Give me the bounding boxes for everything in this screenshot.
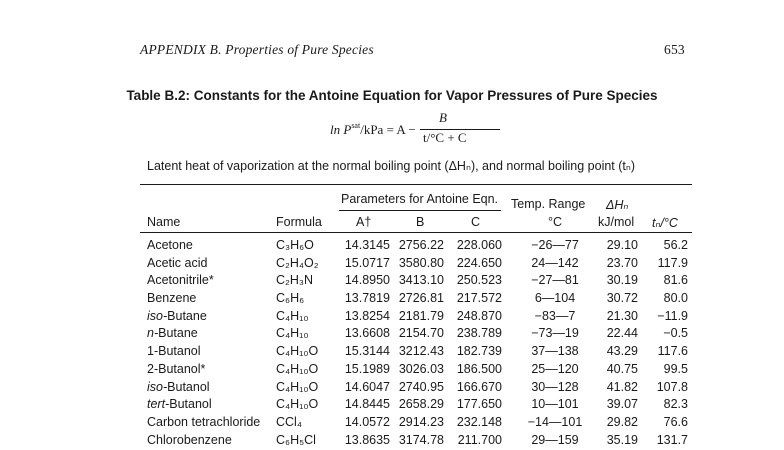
antoine-c-cell: 248.870 <box>456 308 502 323</box>
equation-numerator: B <box>439 110 447 125</box>
temp-range-cell: 30—128 <box>531 379 579 394</box>
heat-vaporization-cell: 35.19 <box>606 432 638 447</box>
table-header-rule <box>140 232 692 233</box>
temp-range-cell: 6—104 <box>534 291 576 306</box>
range-unit-header: °C <box>548 215 563 229</box>
antoine-b-cell: 2726.81 <box>398 291 444 306</box>
antoine-b-cell: 2740.95 <box>398 379 444 394</box>
antoine-a-cell: 14.3145 <box>344 238 390 252</box>
boiling-point-cell: 56.2 <box>663 238 688 252</box>
antoine-c-cell: 211.700 <box>457 432 502 447</box>
antoine-c-cell: 232.148 <box>456 414 502 429</box>
table-row <box>0 291 784 309</box>
temp-range-cell: 37—138 <box>531 344 579 359</box>
temp-range-cell: −83—7 <box>534 308 576 323</box>
temp-range-cell: 25—120 <box>531 361 579 376</box>
antoine-a-cell: 14.8950 <box>344 273 390 288</box>
antoine-b-cell: 2154.70 <box>398 326 444 341</box>
antoine-c-cell: 224.650 <box>456 255 502 270</box>
table-row <box>0 273 784 291</box>
dh-header: ΔHₙ <box>606 198 629 212</box>
temp-range-cell: 29—159 <box>531 432 579 447</box>
antoine-c-cell: 166.670 <box>456 379 502 394</box>
antoine-a-cell: 13.6608 <box>344 326 390 341</box>
heat-vaporization-cell: 22.44 <box>606 326 638 341</box>
name-header: Name <box>147 215 181 229</box>
antoine-b-cell: 2914.23 <box>398 414 444 429</box>
table-title: Table B.2: Constants for the Antoine Equation for Vapor Pressures of Pure Species <box>126 88 658 103</box>
heat-vaporization-cell: 41.82 <box>606 379 638 394</box>
temp-range-cell: −26—77 <box>531 238 579 252</box>
species-name: iso-Butanol <box>147 379 210 394</box>
antoine-a-cell: 14.8445 <box>344 397 390 412</box>
formula-header: Formula <box>276 215 322 229</box>
temp-range-cell: −14—101 <box>527 414 583 429</box>
boiling-point-cell: 117.6 <box>657 344 688 359</box>
antoine-a-cell: 14.6047 <box>344 379 390 394</box>
table-row <box>0 256 784 274</box>
antoine-c-cell: 182.739 <box>456 344 502 359</box>
species-name: Acetonitrile* <box>147 273 214 288</box>
antoine-b-cell: 2181.79 <box>398 308 444 323</box>
species-name: Benzene <box>147 291 197 306</box>
species-name: iso-Butane <box>147 308 207 323</box>
latent-heat-note: Latent heat of vaporization at the normal boiling point (ΔHₙ), and normal boiling point (tₙ) <box>147 159 636 173</box>
antoine-c-cell: 186.500 <box>456 361 502 376</box>
heat-vaporization-cell: 29.10 <box>606 238 638 252</box>
table-body <box>0 238 784 450</box>
species-name: Carbon tetrachloride <box>147 414 261 429</box>
antoine-group-header: Parameters for Antoine Eqn. <box>341 192 499 206</box>
boiling-point-cell: 131.7 <box>656 432 688 447</box>
antoine-a-cell: 15.1989 <box>344 361 390 376</box>
heat-vaporization-cell: 39.07 <box>606 397 638 412</box>
table-row <box>0 362 784 380</box>
antoine-equation <box>328 108 528 148</box>
table-top-rule <box>140 184 692 185</box>
b-header: B <box>416 215 425 229</box>
formula-cell: C₂H₃N <box>276 273 314 288</box>
antoine-b-cell: 2756.22 <box>398 238 444 252</box>
antoine-b-cell: 2658.29 <box>398 397 444 412</box>
antoine-b-cell: 3413.10 <box>398 273 444 288</box>
formula-cell: C₄H₁₀O <box>276 361 319 376</box>
table-row <box>0 344 784 362</box>
formula-cell: CCl₄ <box>276 414 302 429</box>
heat-vaporization-cell: 30.72 <box>606 291 638 306</box>
formula-cell: C₄H₁₀O <box>276 397 319 412</box>
group-underline <box>339 210 501 211</box>
antoine-c-cell: 250.523 <box>456 273 502 288</box>
species-name: 2-Butanol* <box>147 361 206 376</box>
boiling-point-cell: −0.5 <box>663 326 688 341</box>
formula-cell: C₄H₁₀O <box>276 379 319 394</box>
boiling-point-cell: 81.6 <box>663 273 688 288</box>
boiling-point-cell: 82.3 <box>663 397 688 412</box>
antoine-a-cell: 13.7819 <box>344 291 390 306</box>
a-header: A† <box>356 215 372 229</box>
species-name: 1-Butanol <box>147 344 201 359</box>
equation-lhs: $\ln P^{sat}$/kPa = A − <box>330 121 416 137</box>
antoine-a-cell: 15.3144 <box>344 344 390 359</box>
formula-cell: C₄H₁₀ <box>276 326 309 341</box>
antoine-a-cell: 13.8254 <box>344 308 390 323</box>
antoine-c-cell: 217.572 <box>456 291 502 306</box>
antoine-a-cell: 14.0572 <box>344 414 390 429</box>
species-name: Chlorobenzene <box>147 432 232 447</box>
boiling-point-cell: 80.0 <box>663 291 688 306</box>
page-number: 653 <box>664 42 685 57</box>
formula-cell: C₃H₆O <box>276 238 314 252</box>
heat-vaporization-cell: 21.30 <box>606 308 638 323</box>
c-header: C <box>471 215 481 229</box>
species-name: Acetic acid <box>147 255 208 270</box>
antoine-b-cell: 3174.78 <box>398 432 444 447</box>
temp-range-cell: −73—19 <box>531 326 579 341</box>
table-row <box>0 415 784 433</box>
temp-range-cell: 10—101 <box>531 397 579 412</box>
boiling-point-cell: −11.9 <box>657 308 688 323</box>
tn-header: tₙ/°C <box>652 216 678 230</box>
antoine-c-cell: 228.060 <box>456 238 502 252</box>
dh-unit-header: kJ/mol <box>598 215 635 229</box>
boiling-point-cell: 107.8 <box>656 379 688 394</box>
table-row <box>0 309 784 327</box>
species-name: tert-Butanol <box>147 397 212 412</box>
species-name: Acetone <box>147 238 193 252</box>
antoine-c-cell: 177.650 <box>456 397 502 412</box>
heat-vaporization-cell: 40.75 <box>606 361 638 376</box>
antoine-a-cell: 15.0717 <box>344 255 390 270</box>
heat-vaporization-cell: 29.82 <box>606 414 638 429</box>
table-row <box>0 238 784 256</box>
boiling-point-cell: 117.9 <box>657 255 688 270</box>
formula-cell: C₂H₄O₂ <box>276 255 319 270</box>
antoine-b-cell: 3212.43 <box>398 344 444 359</box>
formula-cell: C₆H₅Cl <box>276 432 316 447</box>
antoine-a-cell: 13.8635 <box>344 432 390 447</box>
formula-cell: C₆H₆ <box>276 291 305 306</box>
heat-vaporization-cell: 30.19 <box>606 273 638 288</box>
table-row <box>0 397 784 415</box>
temp-range-cell: 24—142 <box>531 255 579 270</box>
table-row <box>0 380 784 398</box>
species-name: n-Butane <box>147 326 198 341</box>
antoine-c-cell: 238.789 <box>456 326 502 341</box>
table-row <box>0 326 784 344</box>
equation-denominator: t/°C + C <box>423 130 467 145</box>
running-header: APPENDIX B. Properties of Pure Species <box>140 42 374 57</box>
temp-range-header: Temp. Range <box>511 197 586 211</box>
table-row <box>0 433 784 450</box>
formula-cell: C₄H₁₀ <box>276 308 309 323</box>
antoine-b-cell: 3026.03 <box>398 361 444 376</box>
heat-vaporization-cell: 43.29 <box>606 344 638 359</box>
boiling-point-cell: 99.5 <box>663 361 688 376</box>
boiling-point-cell: 76.6 <box>663 414 688 429</box>
heat-vaporization-cell: 23.70 <box>606 255 638 270</box>
temp-range-cell: −27—81 <box>531 273 579 288</box>
formula-cell: C₄H₁₀O <box>276 344 319 359</box>
antoine-b-cell: 3580.80 <box>398 255 444 270</box>
